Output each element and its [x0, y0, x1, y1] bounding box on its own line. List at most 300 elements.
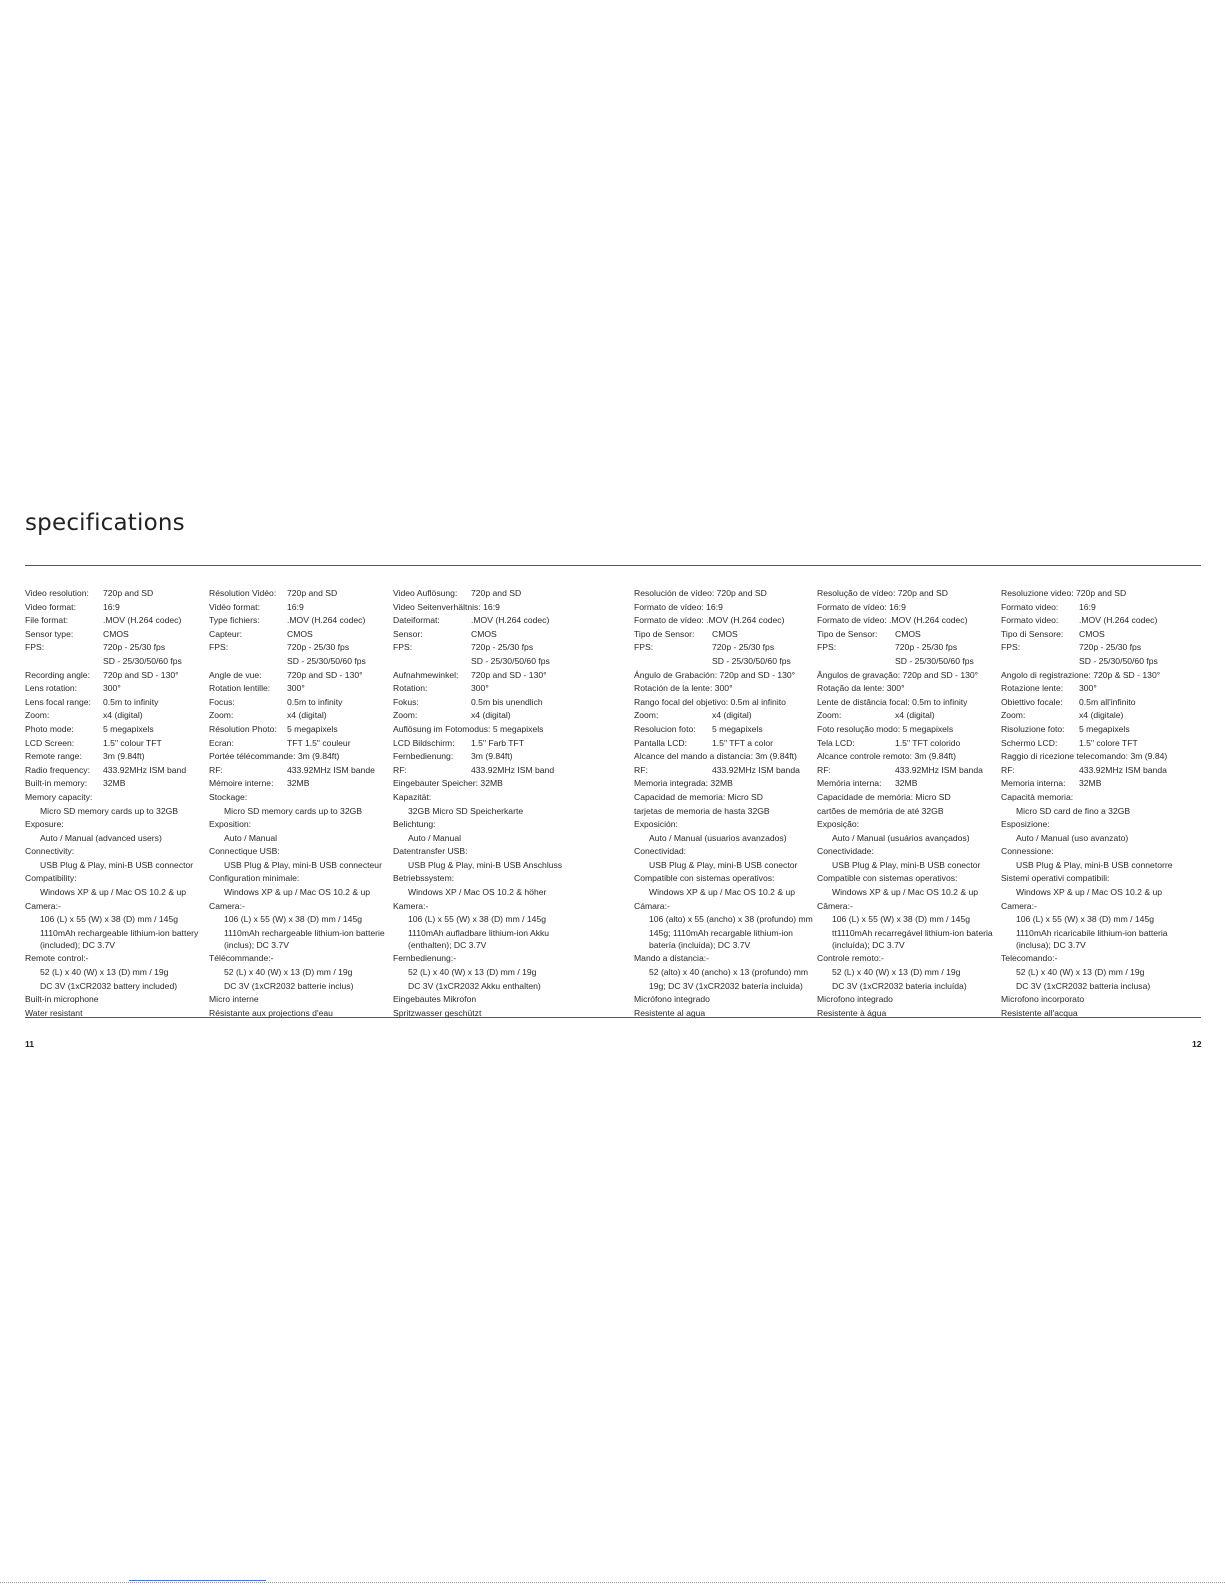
spec-label: RF:	[393, 764, 407, 775]
spec-label: Kapazität:	[393, 791, 432, 802]
spec-label: Esposizione:	[1001, 819, 1050, 830]
spec-label: FPS:	[817, 642, 837, 653]
spec-line	[209, 641, 393, 655]
spec-line	[817, 845, 1001, 859]
spec-line	[817, 777, 1001, 791]
spec-line: Ângulos de gravação: 720p and SD - 130°	[817, 669, 979, 680]
spec-line	[25, 791, 209, 805]
spec-value: x4 (digital)	[287, 710, 327, 721]
spec-line	[634, 655, 818, 669]
spec-value: 32MB	[895, 778, 918, 789]
page-title: specifications	[25, 510, 185, 536]
spec-line	[1001, 655, 1185, 669]
spec-value: 720p and SD	[471, 588, 522, 598]
spec-line: Mando a distancia:-	[634, 953, 709, 964]
spec-value: x4 (digitale)	[1079, 710, 1124, 721]
spec-value: 433.92MHz ISM banda	[712, 764, 800, 775]
spec-value: 720p - 25/30 fps	[471, 642, 534, 653]
spec-line: Portée télécommande: 3m (9.84ft)	[209, 751, 340, 762]
spec-value: .MOV (H.264 codec)	[1079, 615, 1158, 626]
spec-label: Datentransfer USB:	[393, 846, 468, 857]
spec-label: Tipo di Sensore:	[1001, 628, 1064, 639]
spec-line: Résistante aux projections d'eau	[209, 1007, 333, 1018]
spec-value: 3m (9.84ft)	[103, 751, 145, 762]
spec-line: Windows XP & up / Mac OS 10.2 & up	[649, 887, 796, 898]
spec-line: 52 (L) x 40 (W) x 13 (D) mm / 19g	[832, 967, 961, 978]
top-divider	[25, 565, 1201, 566]
spec-value: 720p and SD - 130°	[471, 669, 547, 680]
spec-label: Type fichiers:	[209, 615, 260, 626]
spec-line: 106 (alto) x 55 (ancho) x 38 (profundo) mm	[649, 914, 813, 925]
spec-line	[1001, 628, 1185, 642]
spec-line: Resolução de vídeo: 720p and SD	[817, 588, 948, 598]
spec-line	[25, 682, 209, 696]
spec-line	[393, 696, 577, 710]
spec-label: RF:	[817, 764, 831, 775]
spec-line	[209, 952, 393, 966]
spec-value: 300°	[287, 683, 305, 694]
spec-line: Formato de vídeo: .MOV (H.264 codec)	[634, 615, 785, 626]
spec-line: Alcance controle remoto: 3m (9.84ft)	[817, 751, 956, 762]
spec-line: cartões de memória de até 32GB	[817, 805, 944, 816]
spec-value: 0.5m all'infinito	[1079, 696, 1136, 707]
spec-label: Connectivity:	[25, 846, 75, 857]
spec-label: Cámara:-	[634, 900, 670, 911]
spec-label: Memória interna:	[817, 778, 882, 789]
spec-label: Exposition:	[209, 819, 252, 830]
spec-label: RF:	[634, 764, 648, 775]
bottom-divider	[25, 1017, 1201, 1018]
spec-line: USB Plug & Play, mini-B USB conector	[832, 859, 981, 870]
spec-line	[25, 641, 209, 655]
spec-label: RF:	[209, 764, 223, 775]
spec-value: 32MB	[287, 778, 310, 789]
spec-value: x4 (digital)	[471, 710, 511, 721]
spec-label: Camera:-	[25, 900, 61, 911]
spec-line: Compatible con sistemas operativos:	[817, 873, 958, 884]
spec-label: Memory capacity:	[25, 791, 93, 802]
spec-value: 32MB	[1079, 778, 1102, 789]
spec-label: Remote control:-	[25, 953, 89, 964]
spec-line	[209, 682, 393, 696]
spec-line: Micro SD memory cards up to 32GB	[40, 805, 179, 816]
spec-value: 0.5m to infinity	[287, 696, 343, 707]
spec-value: CMOS	[287, 628, 313, 639]
spec-label: Conectividad:	[634, 846, 687, 857]
spec-line: Eingebautes Mikrofon	[393, 994, 477, 1005]
spec-line	[209, 723, 393, 737]
spec-line	[1001, 764, 1185, 778]
spec-line: 52 (L) x 40 (W) x 13 (D) mm / 19g	[408, 967, 537, 978]
spec-line	[25, 737, 209, 751]
spec-line: Auto / Manual (uso avanzato)	[1016, 832, 1129, 843]
spec-column-de	[393, 587, 577, 1020]
spec-column-es	[634, 587, 818, 1020]
spec-label: Angle de vue:	[209, 669, 262, 680]
spec-label: Risoluzione foto:	[1001, 723, 1065, 734]
spec-line	[209, 669, 393, 683]
spec-line	[25, 696, 209, 710]
spec-line: USB Plug & Play, mini-B USB conector	[649, 859, 798, 870]
spec-line	[393, 587, 577, 601]
spec-value: x4 (digital)	[712, 710, 752, 721]
spec-value: 0.5m bis unendlich	[471, 696, 543, 707]
spec-line: USB Plug & Play, mini-B USB Anschluss	[408, 859, 563, 870]
spec-line	[634, 628, 818, 642]
spec-line: 52 (L) x 40 (W) x 13 (D) mm / 19g	[1016, 967, 1145, 978]
spec-line: Spritzwasser geschützt	[393, 1007, 482, 1018]
spec-label: Conectividade:	[817, 846, 874, 857]
spec-column-pt	[817, 587, 1001, 1020]
spec-label: FPS:	[634, 642, 654, 653]
spec-label: Rotation lentille:	[209, 683, 271, 694]
spec-line: 52 (L) x 40 (W) x 13 (D) mm / 19g	[224, 967, 353, 978]
spec-line	[817, 737, 1001, 751]
spec-line: 52 (L) x 40 (W) x 13 (D) mm / 19g	[40, 967, 169, 978]
spec-line	[393, 682, 577, 696]
spec-line	[1001, 818, 1185, 832]
spec-value: 5 megapixels	[712, 723, 763, 734]
spec-line: Resistente al agua	[634, 1007, 706, 1018]
spec-line: DC 3V (1xCR2032 bateria incluída)	[832, 980, 967, 991]
spec-line: Micro SD card de fino a 32GB	[1016, 805, 1131, 816]
spec-line: Capacidad de memoria: Micro SD	[634, 791, 763, 802]
spec-label: FPS:	[209, 642, 229, 653]
spec-line	[25, 614, 209, 628]
spec-value: 720p and SD	[103, 588, 154, 598]
spec-label: Stockage:	[209, 791, 248, 802]
spec-line	[25, 750, 209, 764]
spec-line	[634, 900, 818, 914]
spec-line: Microfono incorporato	[1001, 994, 1085, 1005]
spec-line	[1001, 641, 1185, 655]
spec-line	[25, 845, 209, 859]
spec-line	[25, 601, 209, 615]
spec-line	[25, 628, 209, 642]
spec-line	[393, 709, 577, 723]
spec-line: Auto / Manual	[408, 832, 462, 843]
spec-value: 16:9	[287, 601, 304, 612]
spec-label: Connessione:	[1001, 846, 1054, 857]
spec-value: CMOS	[471, 628, 497, 639]
spec-line	[393, 614, 577, 628]
spec-line: Resistente à água	[817, 1007, 887, 1018]
spec-label: Camera:-	[1001, 900, 1037, 911]
spec-line: Auflösung im Fotomodus: 5 megapixels	[393, 723, 544, 734]
spec-line	[817, 764, 1001, 778]
spec-label: Formato video:	[1001, 601, 1059, 612]
spec-label: Camera:-	[209, 900, 245, 911]
spec-value: 1.5" colour TFT	[103, 737, 162, 748]
spec-value: 300°	[471, 683, 489, 694]
spec-line	[209, 709, 393, 723]
spec-line	[1001, 900, 1185, 914]
spec-line: Formato de vídeo: 16:9	[817, 601, 906, 612]
spec-line: Rotación de la lente: 300°	[634, 683, 733, 694]
spec-label: Ecran:	[209, 737, 234, 748]
spec-label: Zoom:	[25, 710, 50, 721]
spec-line	[1001, 682, 1185, 696]
spec-value: 32MB	[103, 778, 126, 789]
spec-label: Video Auflösung:	[393, 588, 458, 598]
spec-value: 0.5m to infinity	[103, 696, 159, 707]
spec-value: 720p - 25/30 fps	[103, 642, 166, 653]
spec-line	[209, 655, 393, 669]
spec-value: 1.5" Farb TFT	[471, 737, 525, 748]
link-underline	[129, 1580, 266, 1581]
spec-line	[209, 900, 393, 914]
spec-value: x4 (digital)	[103, 710, 143, 721]
spec-line	[1001, 845, 1185, 859]
spec-column-fr	[209, 587, 393, 1020]
spec-line: 106 (L) x 55 (W) x 38 (D) mm / 145g	[1016, 914, 1155, 925]
spec-value: 1.5" colore TFT	[1079, 737, 1138, 748]
spec-value: 720p - 25/30 fps	[1079, 642, 1142, 653]
spec-column-en	[25, 587, 209, 1020]
spec-label: Obiettivo focale:	[1001, 696, 1063, 707]
spec-line: Ángulo de Grabación: 720p and SD - 130°	[634, 669, 796, 680]
spec-label: Compatibility:	[25, 873, 77, 884]
spec-line: Micrófono integrado	[634, 994, 710, 1005]
spec-line: Controle remoto:-	[817, 953, 884, 964]
spec-label: Tela LCD:	[817, 737, 855, 748]
spec-line: Auto / Manual (usuários avançados)	[832, 832, 970, 843]
spec-label: Capteur:	[209, 628, 242, 639]
spec-line: Resoluzione video: 720p and SD	[1001, 588, 1127, 598]
spec-line	[393, 641, 577, 655]
spec-label: Résolution Vidéo:	[209, 588, 277, 598]
spec-line: Sistemi operativi compatibili:	[1001, 873, 1110, 884]
spec-column-it	[1001, 587, 1185, 1020]
spec-label: Radio frequency:	[25, 764, 90, 775]
spec-label: Remote range:	[25, 751, 82, 762]
spec-value: .MOV (H.264 codec)	[287, 615, 366, 626]
spec-line	[1001, 737, 1185, 751]
spec-line: Memoria integrada: 32MB	[634, 778, 733, 789]
spec-line	[817, 709, 1001, 723]
spec-value: CMOS	[712, 628, 738, 639]
spec-line	[209, 628, 393, 642]
spec-value: SD - 25/30/50/60 fps	[712, 655, 791, 666]
spec-line	[25, 872, 209, 886]
spec-value: 433.92MHz ISM banda	[895, 764, 983, 775]
spec-label: Connectique USB:	[209, 846, 280, 857]
spec-line	[25, 587, 209, 601]
spec-line: Windows XP & up / Mac OS 10.2 & up	[40, 887, 187, 898]
spec-line: Angolo di registrazione: 720p & SD - 130°	[1001, 669, 1161, 680]
spec-line	[393, 818, 577, 832]
spec-line: 19g; DC 3V (1xCR2032 batería incluida)	[649, 980, 803, 991]
spec-line	[634, 641, 818, 655]
spec-line: Windows XP & up / Mac OS 10.2 & up	[1016, 887, 1163, 898]
spec-label: Belichtung:	[393, 819, 436, 830]
spec-line: 1110mAh ricaricabile lithium-ion batteria (inclusa); DC 3.7V	[1016, 927, 1168, 950]
spec-label: FPS:	[25, 642, 45, 653]
spec-label: LCD Screen:	[25, 737, 75, 748]
spec-line: Video Seitenverhältnis: 16:9	[393, 601, 500, 612]
spec-label: Video resolution:	[25, 588, 89, 598]
spec-line: Micro SD memory cards up to 32GB	[224, 805, 363, 816]
spec-line	[817, 641, 1001, 655]
spec-value: 5 megapixels	[1079, 723, 1130, 734]
spec-line	[209, 614, 393, 628]
spec-line	[1001, 723, 1185, 737]
spec-value: 300°	[103, 683, 121, 694]
spec-line	[393, 791, 577, 805]
spec-line: DC 3V (1xCR2032 batterie inclus)	[224, 980, 354, 991]
spec-line: Built-in microphone	[25, 994, 99, 1005]
page-number-right: 12	[1192, 1039, 1202, 1049]
spec-label: Telecomando:-	[1001, 953, 1058, 964]
spec-label: Lens rotation:	[25, 683, 78, 694]
spec-line: Eingebauter Speicher: 32MB	[393, 778, 503, 789]
spec-line	[1001, 601, 1185, 615]
spec-value: 720p and SD - 130°	[103, 669, 179, 680]
spec-label: Aufnahmewinkel:	[393, 669, 459, 680]
spec-label: Résolution Photo:	[209, 723, 277, 734]
spec-label: FPS:	[1001, 642, 1021, 653]
spec-label: Zoom:	[1001, 710, 1026, 721]
spec-line: Windows XP & up / Mac OS 10.2 & up	[224, 887, 371, 898]
spec-line	[209, 764, 393, 778]
spec-line	[634, 845, 818, 859]
spec-line: 1110mAh rechargeable lithium-ion batterie (inclus); DC 3.7V	[224, 927, 385, 950]
spec-value: 16:9	[103, 601, 120, 612]
spec-label: Exposição:	[817, 819, 860, 830]
spec-value: 433.92MHz ISM banda	[1079, 764, 1167, 775]
spec-line: 106 (L) x 55 (W) x 38 (D) mm / 145g	[832, 914, 971, 925]
spec-line	[1001, 614, 1185, 628]
spec-line: 106 (L) x 55 (W) x 38 (D) mm / 145g	[40, 914, 179, 925]
spec-label: Configuration minimale:	[209, 873, 300, 884]
spec-line	[209, 872, 393, 886]
spec-value: 720p and SD - 130°	[287, 669, 363, 680]
spec-label: Resolucion foto:	[634, 723, 696, 734]
spec-line: 1110mAh aufladbare lithium-ion Akku (enthalten); DC 3.7V	[408, 927, 550, 950]
spec-line	[634, 723, 818, 737]
spec-line	[393, 655, 577, 669]
spec-label: Lens focal range:	[25, 696, 91, 707]
spec-line: Raggio di ricezione telecomando: 3m (9.84)	[1001, 751, 1168, 762]
spec-value: x4 (digital)	[895, 710, 935, 721]
spec-line: 106 (L) x 55 (W) x 38 (D) mm / 145g	[408, 914, 547, 925]
spec-line	[393, 628, 577, 642]
spec-line	[393, 872, 577, 886]
spec-value: CMOS	[1079, 628, 1105, 639]
spec-label: Vidéo format:	[209, 601, 260, 612]
spec-line: USB Plug & Play, mini-B USB connecteur	[224, 859, 382, 870]
spec-label: Tipo de Sensor:	[634, 628, 695, 639]
spec-label: Tipo de Sensor:	[817, 628, 878, 639]
spec-value: SD - 25/30/50/60 fps	[103, 655, 182, 666]
spec-line	[393, 952, 577, 966]
spec-line	[25, 818, 209, 832]
spec-label: Rotation:	[393, 683, 428, 694]
spec-label: Schermo LCD:	[1001, 737, 1058, 748]
spec-line	[393, 750, 577, 764]
spec-label: LCD Bildschirm:	[393, 737, 455, 748]
spec-line	[25, 764, 209, 778]
spec-line	[209, 587, 393, 601]
spec-value: SD - 25/30/50/60 fps	[895, 655, 974, 666]
spec-line: Auto / Manual	[224, 832, 278, 843]
spec-line: 106 (L) x 55 (W) x 38 (D) mm / 145g	[224, 914, 363, 925]
spec-line	[209, 777, 393, 791]
spec-line: tarjetas de memoria de hasta 32GB	[634, 805, 770, 816]
spec-line: Formato de vídeo: 16:9	[634, 601, 723, 612]
spec-line	[393, 845, 577, 859]
spec-value: 720p - 25/30 fps	[712, 642, 775, 653]
spec-label: RF:	[1001, 764, 1015, 775]
spec-label: Pantalla LCD:	[634, 737, 688, 748]
spec-line	[209, 791, 393, 805]
spec-line	[817, 818, 1001, 832]
spec-line	[393, 669, 577, 683]
spec-value: SD - 25/30/50/60 fps	[287, 655, 366, 666]
spec-label: Fernbedienung:	[393, 751, 454, 762]
spec-label: Betriebssystem:	[393, 873, 455, 884]
spec-value: .MOV (H.264 codec)	[103, 615, 182, 626]
spec-line	[25, 655, 209, 669]
spec-line: Resistente all'acqua	[1001, 1007, 1078, 1018]
spec-line	[393, 764, 577, 778]
spec-line: USB Plug & Play, mini-B USB connetorre	[1016, 859, 1173, 870]
spec-line: Capacità memoria:	[1001, 791, 1074, 802]
spec-line	[634, 764, 818, 778]
spec-value: 433.92MHz ISM bande	[287, 764, 375, 775]
spec-line: Resolución de vídeo: 720p and SD	[634, 588, 767, 598]
spec-label: Exposure:	[25, 819, 64, 830]
spec-value: 300°	[1079, 683, 1097, 694]
spec-value: TFT 1.5" couleur	[287, 737, 351, 748]
footer-dotted-line	[0, 1582, 1225, 1583]
spec-label: Kamera:-	[393, 900, 429, 911]
spec-line	[209, 845, 393, 859]
spec-value: 5 megapixels	[287, 723, 338, 734]
spec-line: DC 3V (1xCR2032 batteria inclusa)	[1016, 980, 1151, 991]
spec-value: 720p - 25/30 fps	[895, 642, 958, 653]
spec-value: 433.92MHz ISM band	[471, 764, 555, 775]
spec-line	[393, 737, 577, 751]
spec-line	[634, 737, 818, 751]
spec-line	[209, 696, 393, 710]
spec-value: 16:9	[1079, 601, 1096, 612]
spec-line	[1001, 952, 1185, 966]
spec-line	[817, 900, 1001, 914]
spec-value: 1.5" TFT colorido	[895, 737, 961, 748]
spec-line: Water resistant	[25, 1007, 83, 1018]
spec-line	[25, 952, 209, 966]
spec-value: SD - 25/30/50/60 fps	[1079, 655, 1158, 666]
spec-line: Rotação da lente: 300°	[817, 683, 905, 694]
spec-line: Windows XP / Mac OS 10.2 & höher	[408, 887, 547, 898]
spec-line: Microfono integrado	[817, 994, 893, 1005]
spec-label: File format:	[25, 615, 68, 626]
spec-line	[25, 709, 209, 723]
spec-label: Video format:	[25, 601, 76, 612]
spec-label: Sensor:	[393, 628, 423, 639]
spec-line: 1110mAh rechargeable lithium-ion battery (included); DC 3.7V	[40, 927, 199, 950]
spec-value: 5 megapixels	[103, 723, 154, 734]
spec-line	[1001, 696, 1185, 710]
spec-label: Zoom:	[817, 710, 842, 721]
spec-label: Focus:	[209, 696, 235, 707]
spec-label: Fokus:	[393, 696, 419, 707]
spec-line: Lente de distância focal: 0.5m to infinity	[817, 696, 968, 707]
spec-label: Sensor type:	[25, 628, 74, 639]
spec-value: SD - 25/30/50/60 fps	[471, 655, 550, 666]
spec-value: 433.92MHz ISM band	[103, 764, 187, 775]
